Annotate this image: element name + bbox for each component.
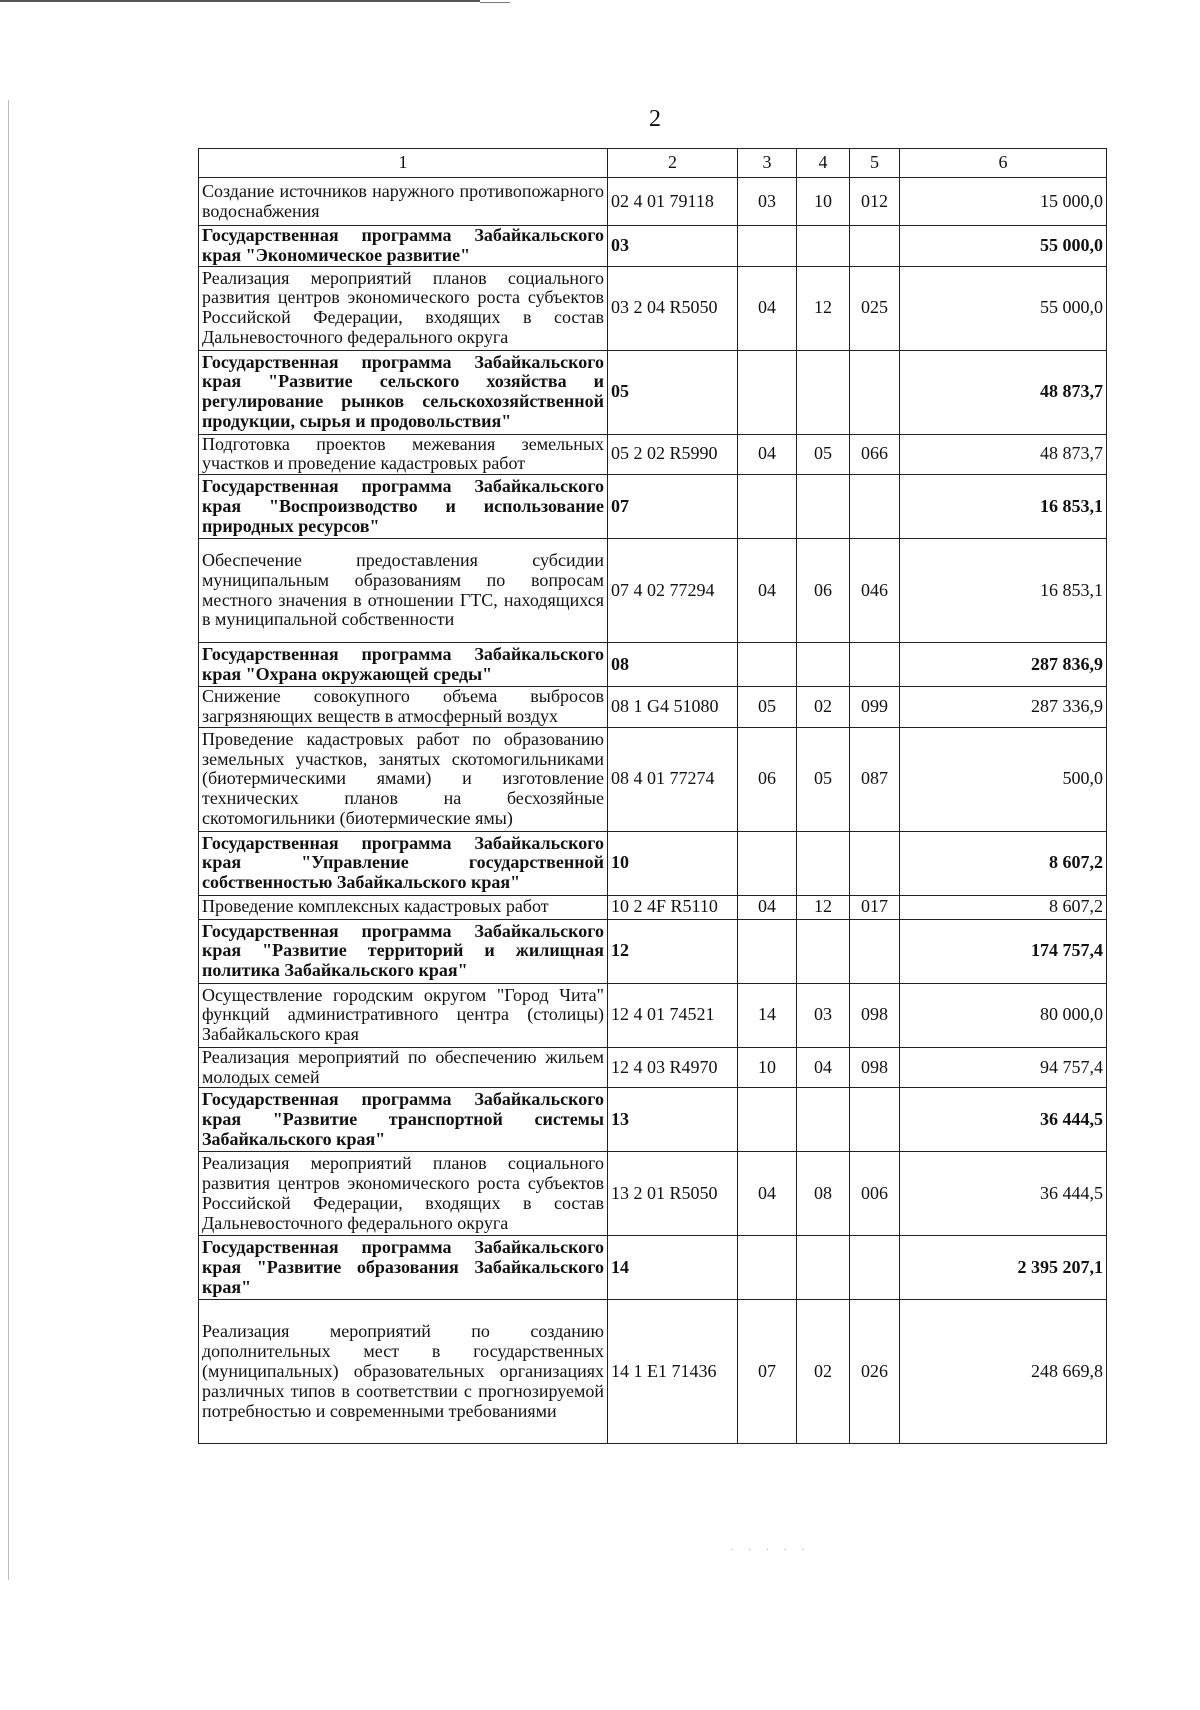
row-col3-cell: 04	[738, 895, 797, 919]
row-col4-cell: 05	[797, 434, 850, 475]
row-col4-cell	[797, 475, 850, 539]
row-amount-cell: 36 444,5	[900, 1152, 1107, 1236]
row-col3-cell: 10	[738, 1047, 797, 1088]
row-col5-cell	[850, 226, 900, 267]
row-amount-cell: 48 873,7	[900, 434, 1107, 475]
row-col4-cell: 12	[797, 266, 850, 350]
row-col4-cell: 06	[797, 539, 850, 643]
row-amount-cell: 80 000,0	[900, 983, 1107, 1047]
row-col4-cell	[797, 226, 850, 267]
row-amount-cell: 248 669,8	[900, 1300, 1107, 1444]
row-name-cell: Осуществление городским округом "Город Чита" функций административного центра (столицы) Забайкальского края	[199, 983, 608, 1047]
row-col5-cell: 012	[850, 178, 900, 226]
row-col4-cell: 02	[797, 1300, 850, 1444]
row-code-cell: 13 2 01 R5050	[608, 1152, 738, 1236]
row-col5-cell	[850, 475, 900, 539]
program-row	[199, 350, 1107, 434]
row-code-cell: 05	[608, 350, 738, 434]
row-col3-cell: 04	[738, 1152, 797, 1236]
table-row	[199, 895, 1107, 919]
header-col-5: 5	[850, 149, 900, 178]
program-row	[199, 643, 1107, 687]
scan-left-edge	[8, 100, 9, 1580]
table-row	[199, 266, 1107, 350]
row-col3-cell	[738, 350, 797, 434]
row-code-cell: 14	[608, 1236, 738, 1300]
row-name-cell: Проведение комплексных кадастровых работ	[199, 895, 608, 919]
row-col4-cell: 08	[797, 1152, 850, 1236]
row-amount-cell: 174 757,4	[900, 919, 1107, 983]
row-code-cell: 03	[608, 226, 738, 267]
row-name-cell: Реализация мероприятий планов социального развития центров экономического роста субъектов Российской Федерации, входящих в состав Дальневосточного федерального округа	[199, 266, 608, 350]
row-name-cell: Подготовка проектов межевания земельных участков и проведение кадастровых работ	[199, 434, 608, 475]
row-col5-cell	[850, 831, 900, 895]
row-amount-cell: 287 336,9	[900, 687, 1107, 728]
row-col3-cell: 04	[738, 266, 797, 350]
header-col-4: 4	[797, 149, 850, 178]
scan-noise: · · · · ·	[730, 1545, 811, 1556]
row-col5-cell	[850, 1088, 900, 1152]
row-code-cell: 08 4 01 77274	[608, 727, 738, 831]
row-col5-cell	[850, 643, 900, 687]
row-amount-cell: 16 853,1	[900, 539, 1107, 643]
row-name-cell: Создание источников наружного противопожарного водоснабжения	[199, 178, 608, 226]
table-header-row	[199, 149, 1107, 178]
table-row	[199, 434, 1107, 475]
row-name-cell: Государственная программа Забайкальского края "Развитие транспортной системы Забайкальского края"	[199, 1088, 608, 1152]
table-row	[199, 178, 1107, 226]
row-col4-cell: 02	[797, 687, 850, 728]
row-name-cell: Государственная программа Забайкальского края "Управление государственной собственностью Забайкальского края"	[199, 831, 608, 895]
row-col5-cell: 098	[850, 983, 900, 1047]
row-col3-cell	[738, 475, 797, 539]
row-code-cell: 08 1 G4 51080	[608, 687, 738, 728]
row-code-cell: 02 4 01 79118	[608, 178, 738, 226]
row-col5-cell: 046	[850, 539, 900, 643]
row-col3-cell	[738, 1236, 797, 1300]
row-code-cell: 10 2 4F R5110	[608, 895, 738, 919]
row-col5-cell: 017	[850, 895, 900, 919]
header-col-2: 2	[608, 149, 738, 178]
row-col4-cell: 05	[797, 727, 850, 831]
row-amount-cell: 287 836,9	[900, 643, 1107, 687]
row-name-cell: Государственная программа Забайкальского края "Охрана окружающей среды"	[199, 643, 608, 687]
row-col3-cell: 14	[738, 983, 797, 1047]
row-code-cell: 14 1 E1 71436	[608, 1300, 738, 1444]
row-amount-cell: 8 607,2	[900, 895, 1107, 919]
row-col4-cell: 12	[797, 895, 850, 919]
program-row	[199, 831, 1107, 895]
row-col5-cell	[850, 350, 900, 434]
scan-top-rule-fragment	[480, 2, 510, 3]
row-col4-cell	[797, 643, 850, 687]
table-row	[199, 539, 1107, 643]
row-col4-cell	[797, 1236, 850, 1300]
table-row	[199, 1047, 1107, 1088]
program-row	[199, 919, 1107, 983]
program-row	[199, 1236, 1107, 1300]
table-row	[199, 727, 1107, 831]
row-col3-cell	[738, 226, 797, 267]
row-name-cell: Проведение кадастровых работ по образованию земельных участков, занятых скотомогильниками (биотермическими ямами) и изготовление технических планов на бесхозяйные скотомогильники (биотермические ямы)	[199, 727, 608, 831]
header-col-6: 6	[900, 149, 1107, 178]
header-col-3: 3	[738, 149, 797, 178]
row-name-cell: Реализация мероприятий по обеспечению жильем молодых семей	[199, 1047, 608, 1088]
row-amount-cell: 94 757,4	[900, 1047, 1107, 1088]
row-code-cell: 07 4 02 77294	[608, 539, 738, 643]
row-col3-cell: 03	[738, 178, 797, 226]
header-col-1: 1	[199, 149, 608, 178]
row-col5-cell	[850, 919, 900, 983]
row-name-cell: Государственная программа Забайкальского края "Развитие территорий и жилищная политика Забайкальского края"	[199, 919, 608, 983]
table-body	[199, 178, 1107, 1444]
row-name-cell: Снижение совокупного объема выбросов загрязняющих веществ в атмосферный воздух	[199, 687, 608, 728]
row-col3-cell: 04	[738, 434, 797, 475]
row-col5-cell: 025	[850, 266, 900, 350]
row-amount-cell: 36 444,5	[900, 1088, 1107, 1152]
row-col4-cell: 10	[797, 178, 850, 226]
row-col4-cell	[797, 831, 850, 895]
row-col4-cell	[797, 350, 850, 434]
row-col4-cell	[797, 919, 850, 983]
table-row	[199, 687, 1107, 728]
row-col5-cell: 006	[850, 1152, 900, 1236]
row-code-cell: 12 4 03 R4970	[608, 1047, 738, 1088]
row-col3-cell: 04	[738, 539, 797, 643]
row-col3-cell: 07	[738, 1300, 797, 1444]
row-col5-cell: 099	[850, 687, 900, 728]
row-code-cell: 03 2 04 R5050	[608, 266, 738, 350]
row-col5-cell: 087	[850, 727, 900, 831]
program-row	[199, 1088, 1107, 1152]
row-col3-cell: 06	[738, 727, 797, 831]
row-col3-cell	[738, 831, 797, 895]
program-row	[199, 226, 1107, 267]
row-col5-cell: 026	[850, 1300, 900, 1444]
row-code-cell: 07	[608, 475, 738, 539]
row-col5-cell: 098	[850, 1047, 900, 1088]
row-amount-cell: 16 853,1	[900, 475, 1107, 539]
row-amount-cell: 55 000,0	[900, 226, 1107, 267]
table-row	[199, 983, 1107, 1047]
table-row	[199, 1300, 1107, 1444]
row-name-cell: Обеспечение предоставления субсидии муниципальным образованиям по вопросам местного значения в отношении ГТС, находящихся в муниципальной собственности	[199, 539, 608, 643]
scan-top-rule	[0, 0, 480, 2]
row-code-cell: 08	[608, 643, 738, 687]
table-row	[199, 1152, 1107, 1236]
row-code-cell: 12 4 01 74521	[608, 983, 738, 1047]
row-amount-cell: 55 000,0	[900, 266, 1107, 350]
row-col4-cell: 03	[797, 983, 850, 1047]
row-name-cell: Реализация мероприятий планов социального развития центров экономического роста субъектов Российской Федерации, входящих в состав Дальневосточного федерального округа	[199, 1152, 608, 1236]
row-col4-cell: 04	[797, 1047, 850, 1088]
row-name-cell: Государственная программа Забайкальского края "Развитие сельского хозяйства и регулирование рынков сельскохозяйственной продукции, сырья и продовольствия"	[199, 350, 608, 434]
row-col3-cell	[738, 919, 797, 983]
row-amount-cell: 8 607,2	[900, 831, 1107, 895]
row-col3-cell	[738, 1088, 797, 1152]
row-col3-cell: 05	[738, 687, 797, 728]
row-code-cell: 10	[608, 831, 738, 895]
row-code-cell: 05 2 02 R5990	[608, 434, 738, 475]
row-name-cell: Реализация мероприятий по созданию дополнительных мест в государственных (муниципальных) образовательных организациях различных типов в соответствии с прогнозируемой потребностью и современными требованиями	[199, 1300, 608, 1444]
row-col5-cell	[850, 1236, 900, 1300]
row-col4-cell	[797, 1088, 850, 1152]
row-amount-cell: 15 000,0	[900, 178, 1107, 226]
row-name-cell: Государственная программа Забайкальского края "Воспроизводство и использование природных ресурсов"	[199, 475, 608, 539]
row-name-cell: Государственная программа Забайкальского края "Экономическое развитие"	[199, 226, 608, 267]
row-code-cell: 13	[608, 1088, 738, 1152]
row-col5-cell: 066	[850, 434, 900, 475]
row-code-cell: 12	[608, 919, 738, 983]
program-row	[199, 475, 1107, 539]
row-amount-cell: 48 873,7	[900, 350, 1107, 434]
row-amount-cell: 2 395 207,1	[900, 1236, 1107, 1300]
row-col3-cell	[738, 643, 797, 687]
budget-table	[198, 148, 1107, 1444]
page-number: 2	[649, 106, 661, 132]
row-name-cell: Государственная программа Забайкальского края "Развитие образования Забайкальского края"	[199, 1236, 608, 1300]
row-amount-cell: 500,0	[900, 727, 1107, 831]
